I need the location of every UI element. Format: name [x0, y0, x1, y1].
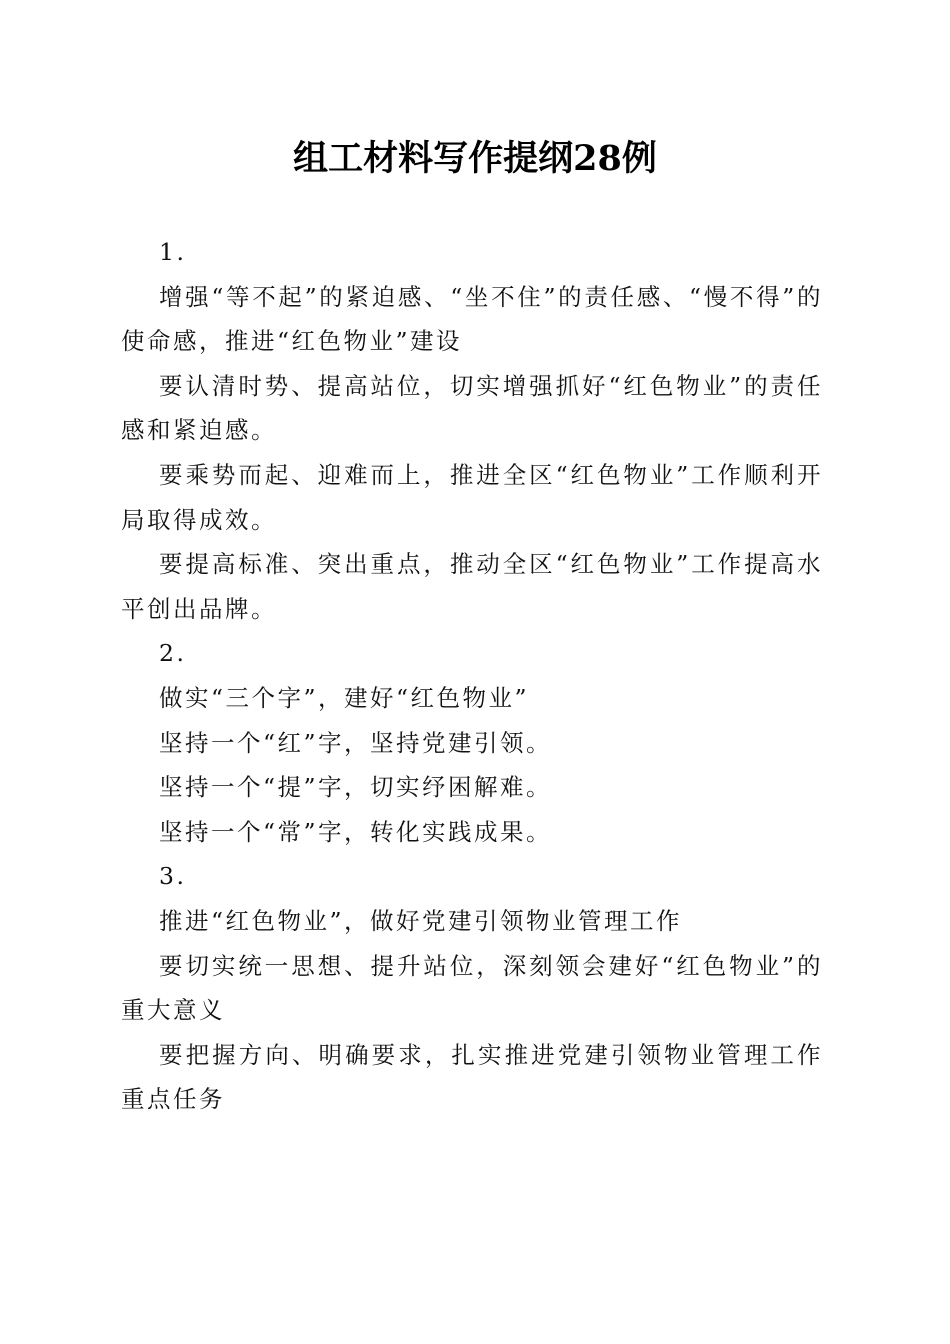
paragraph: 要提高标准、突出重点，推动全区“红色物业”工作提高水平创出品牌。 [121, 550, 823, 623]
section-heading: 推进“红色物业”，做好党建引领物业管理工作 [159, 906, 683, 935]
section-number: 3. [159, 862, 187, 891]
paragraph: 坚持一个“常”字，转化实践成果。 [159, 817, 553, 846]
paragraph: 坚持一个“红”字，坚持党建引领。 [159, 728, 553, 757]
paragraph: 要认清时势、提高站位，切实增强抓好“红色物业”的责任感和紧迫感。 [121, 371, 823, 445]
paragraph: 坚持一个“提”字，切实纾困解难。 [159, 773, 553, 802]
section-number: 2. [159, 639, 187, 668]
section-number: 1. [159, 238, 187, 266]
paragraph: 要乘势而起、迎难而上，推进全区“红色物业”工作顺利开局取得成效。 [121, 460, 823, 534]
section-heading: 增强“等不起”的紧迫感、“坐不住”的责任感、“慢不得”的使命感，推进“红色物业”建设 [121, 282, 823, 356]
section-heading: 做实“三个字”，建好“红色物业” [159, 683, 530, 712]
document-title: 组工材料写作提纲28例 [293, 138, 657, 179]
paragraph: 要切实统一思想、提升站位，深刻领会建好“红色物业”的重大意义 [121, 951, 823, 1025]
document-body [121, 230, 823, 1122]
paragraph: 要把握方向、明确要求，扎实推进党建引领物业管理工作重点任务 [121, 1040, 823, 1114]
